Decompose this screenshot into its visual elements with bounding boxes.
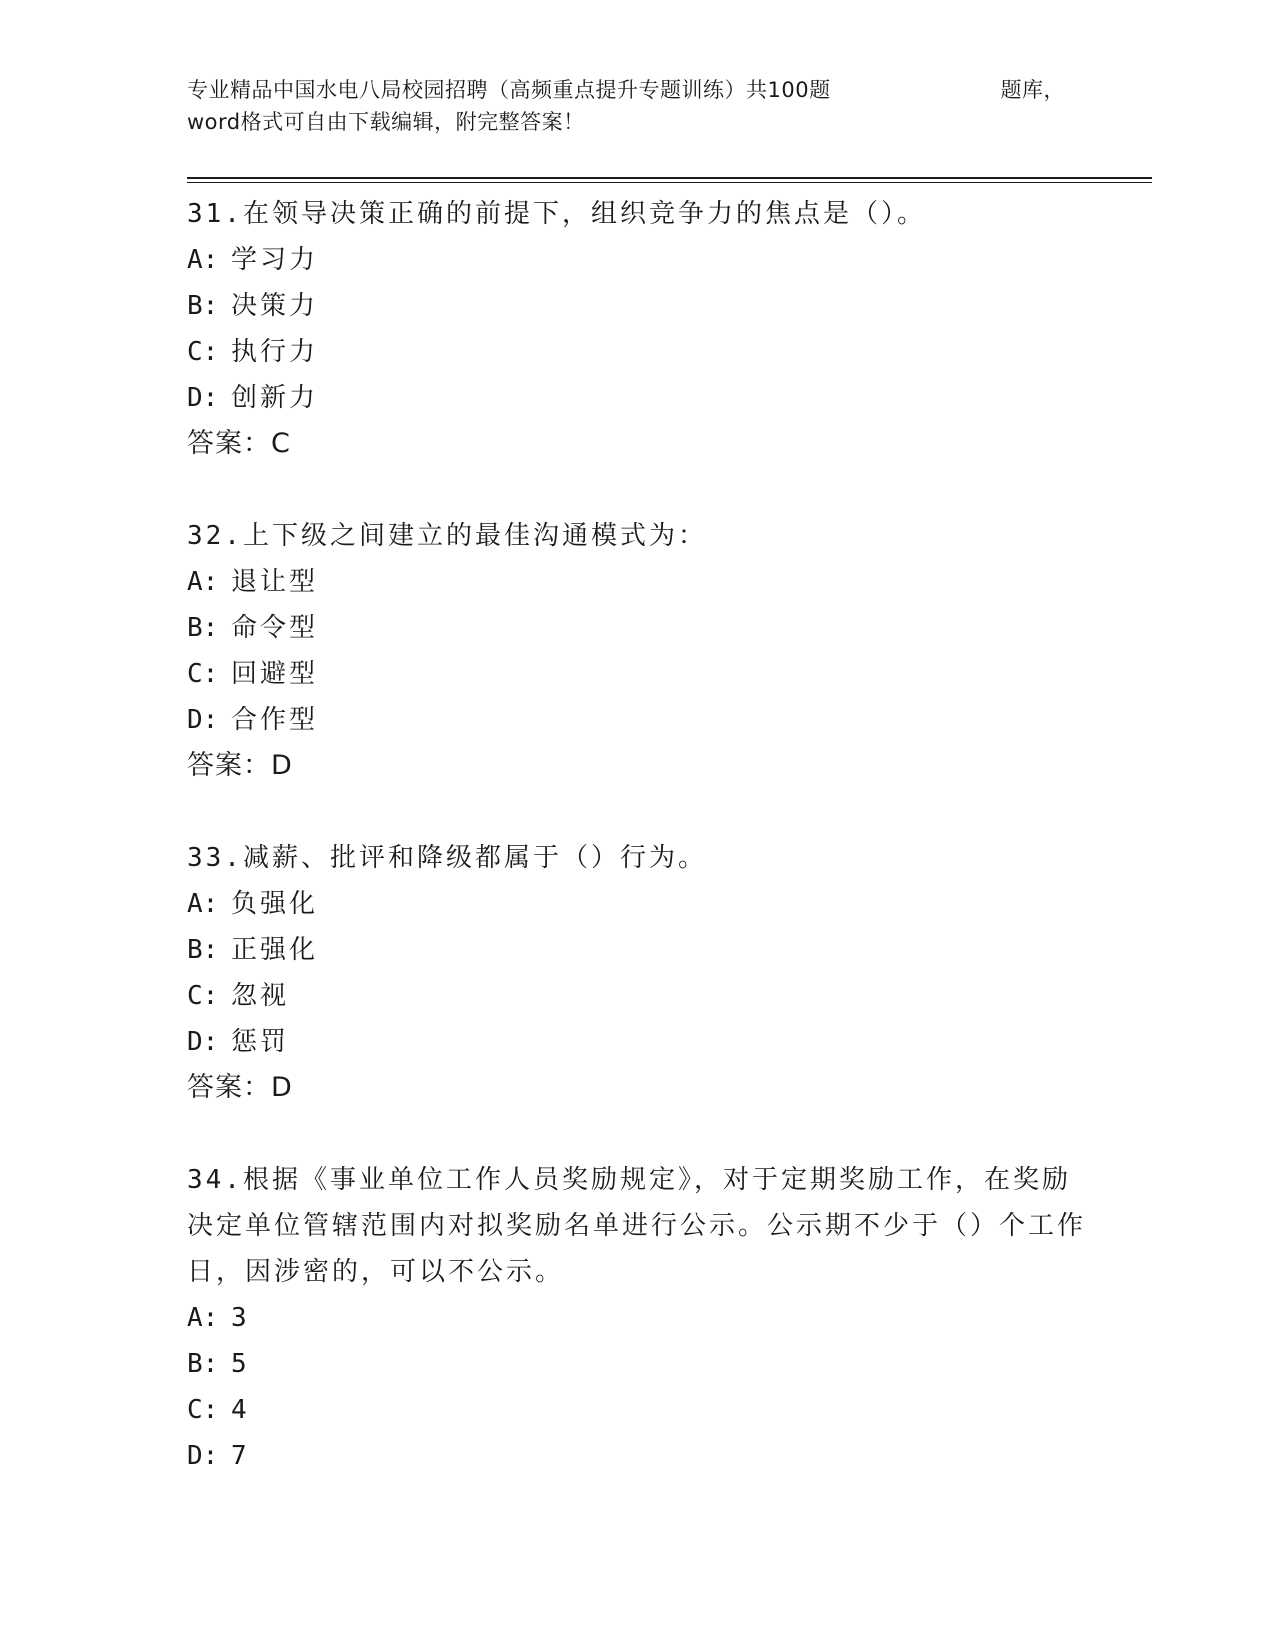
option-letter: C: xyxy=(187,337,219,367)
option-letter: B: xyxy=(187,613,219,643)
option-b xyxy=(187,283,1087,329)
divider-thin-line xyxy=(187,182,1152,183)
option-letter: C: xyxy=(187,1395,219,1425)
option-d xyxy=(187,1019,1087,1065)
option-text: 7 xyxy=(231,1441,250,1471)
option-d xyxy=(187,697,1087,743)
option-c xyxy=(187,1387,1087,1433)
option-c xyxy=(187,973,1087,1019)
question-34 xyxy=(187,1157,1087,1479)
divider-thick-line xyxy=(187,177,1152,179)
option-text: 创新力 xyxy=(231,383,319,413)
option-text: 回避型 xyxy=(231,659,319,689)
option-c xyxy=(187,329,1087,375)
question-32 xyxy=(187,513,1087,789)
option-text: 惩罚 xyxy=(231,1027,290,1057)
question-list xyxy=(187,191,1087,1525)
question-stem: 34.根据《事业单位工作人员奖励规定》，对于定期奖励工作，在奖励决定单位管辖范围内对拟奖励名单进行公示。公示期不少于（）个工作日，因涉密的，可以不公示。 xyxy=(187,1165,1087,1287)
option-letter: D: xyxy=(187,383,219,413)
option-c xyxy=(187,651,1087,697)
option-text: 合作型 xyxy=(231,705,319,735)
header-line-2: word格式可自由下载编辑，附完整答案！ xyxy=(187,110,585,134)
answer-line: 答案：D xyxy=(187,1072,293,1103)
option-letter: A: xyxy=(187,1303,219,1333)
question-33 xyxy=(187,835,1087,1111)
option-text: 3 xyxy=(231,1303,250,1333)
option-text: 正强化 xyxy=(231,935,319,965)
option-letter: B: xyxy=(187,1349,219,1379)
option-a xyxy=(187,881,1087,927)
option-b xyxy=(187,605,1087,651)
answer-line: 答案：D xyxy=(187,750,293,781)
option-text: 决策力 xyxy=(231,291,319,321)
option-letter: C: xyxy=(187,981,219,1011)
option-b xyxy=(187,927,1087,973)
option-letter: D: xyxy=(187,705,219,735)
option-a xyxy=(187,237,1087,283)
option-text: 忽视 xyxy=(231,981,290,1011)
option-letter: A: xyxy=(187,567,219,597)
option-letter: D: xyxy=(187,1441,219,1471)
header-line-1 xyxy=(187,74,1065,106)
option-letter: A: xyxy=(187,245,219,275)
question-stem: 33.减薪、批评和降级都属于（）行为。 xyxy=(187,843,707,873)
question-31 xyxy=(187,191,1087,467)
option-letter: B: xyxy=(187,935,219,965)
option-text: 负强化 xyxy=(231,889,319,919)
option-text: 学习力 xyxy=(231,245,319,275)
option-letter: A: xyxy=(187,889,219,919)
document-header xyxy=(187,74,1087,138)
question-stem: 31.在领导决策正确的前提下，组织竞争力的焦点是（）。 xyxy=(187,199,926,229)
header-title-suffix: 题库， xyxy=(1000,78,1065,102)
option-d xyxy=(187,375,1087,421)
option-letter: B: xyxy=(187,291,219,321)
option-text: 4 xyxy=(231,1395,250,1425)
option-b xyxy=(187,1341,1087,1387)
header-title: 专业精品中国水电八局校园招聘（高频重点提升专题训练）共100题 xyxy=(187,78,831,102)
option-letter: C: xyxy=(187,659,219,689)
question-stem: 32.上下级之间建立的最佳沟通模式为： xyxy=(187,521,707,551)
option-a xyxy=(187,1295,1087,1341)
option-letter: D: xyxy=(187,1027,219,1057)
option-text: 执行力 xyxy=(231,337,319,367)
option-d xyxy=(187,1433,1087,1479)
option-text: 退让型 xyxy=(231,567,319,597)
option-text: 5 xyxy=(231,1349,250,1379)
option-text: 命令型 xyxy=(231,613,319,643)
header-divider xyxy=(187,177,1152,183)
option-a xyxy=(187,559,1087,605)
answer-line: 答案：C xyxy=(187,428,291,459)
